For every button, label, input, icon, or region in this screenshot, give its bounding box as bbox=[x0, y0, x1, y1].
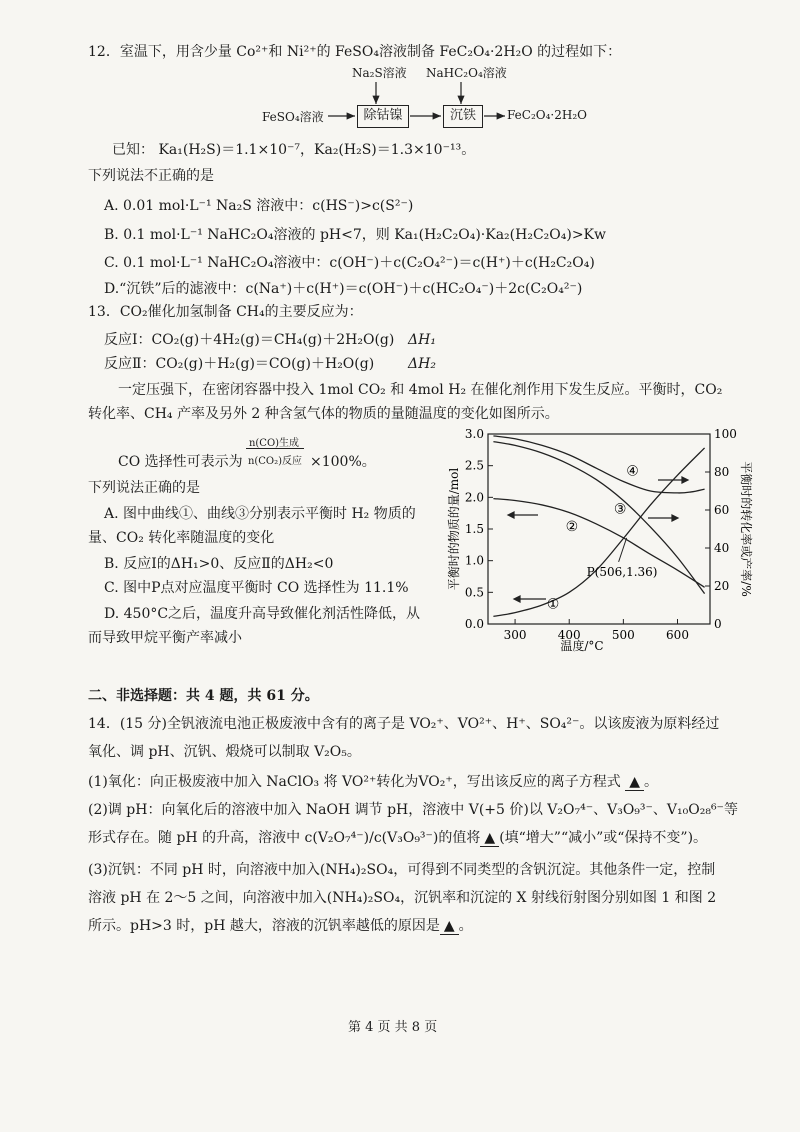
answer-blank-2[interactable]: ▲ bbox=[480, 830, 499, 847]
y-tick-label: 0.0 bbox=[464, 617, 484, 631]
y-tick-label: 1.0 bbox=[464, 553, 484, 568]
q13-selectivity-prefix: CO 选择性可表示为 bbox=[118, 454, 243, 470]
q14-part1-period: 。 bbox=[643, 774, 658, 790]
curve-label: ③ bbox=[613, 501, 627, 518]
q12-stem: 12．室温下，用含少量 Co²⁺和 Ni²⁺的 FeSO₄溶液制备 FeC₂O₄·2H₂O 的过程如下： bbox=[88, 44, 622, 60]
y-axis-label: 平衡时的物质的量/mol bbox=[447, 467, 461, 591]
flow-start: FeSO₄溶液 bbox=[262, 110, 324, 124]
q13-option-b: B. 反应Ⅰ的ΔH₁>0、反应Ⅱ的ΔH₂<0 bbox=[104, 556, 334, 572]
equilibrium-chart bbox=[420, 418, 753, 658]
q13-option-d-line2: 而导致甲烷平衡产率减小 bbox=[88, 630, 242, 646]
y-tick-label: 1.5 bbox=[464, 522, 484, 536]
q14-line2: 氧化、调 pH、沉钒、煅烧可以制取 V₂O₅。 bbox=[88, 744, 361, 760]
q12-ask: 下列说法不正确的是 bbox=[88, 168, 214, 184]
answer-blank-3[interactable]: ▲ bbox=[440, 918, 459, 935]
x-tick-label: 500 bbox=[611, 628, 635, 642]
x-tick-label: 400 bbox=[557, 628, 581, 642]
section2-heading: 二、非选择题：共 4 题，共 61 分。 bbox=[88, 688, 319, 704]
point-p-label: P(506,1.36) bbox=[586, 564, 658, 579]
q12-option-c: C. 0.1 mol·L⁻¹ NaHC₂O₄溶液中：c(OH⁻)＋c(C₂O₄²⁻)＝c(H⁺)＋c(H₂C₂O₄) bbox=[104, 255, 595, 271]
q13-option-d-line1: D. 450°C之后，温度升高导致催化剂活性降低，从 bbox=[104, 606, 421, 622]
q13-dh2: ΔH₂ bbox=[408, 356, 436, 372]
curve-label: ① bbox=[546, 596, 560, 613]
series-group bbox=[493, 436, 704, 617]
q14-part2-line1: (2)调 pH：向氧化后的溶液中加入 NaOH 调节 pH，溶液中 V(+5 价)以 V₂O₇⁴⁻、V₃O₉³⁻、V₁₀O₂₈⁶⁻等 bbox=[88, 802, 738, 818]
q14-part3-period: 。 bbox=[458, 918, 473, 934]
q14-part3-line2: 溶液 pH 在 2～5 之间，向溶液中加入(NH₄)₂SO₄，沉钒率和沉淀的 X 射线衍射图分别如图 1 和图 2 bbox=[88, 890, 717, 906]
flow-step2-box: 沉铁 bbox=[443, 105, 483, 128]
q13-stem: 13．CO₂催化加氢制备 CH₄的主要反应为： bbox=[88, 304, 363, 320]
q13-option-a-line1: A. 图中曲线①、曲线③分别表示平衡时 H₂ 物质的 bbox=[104, 506, 416, 522]
q13-reaction2: 反应Ⅱ：CO₂(g)＋H₂(g)＝CO(g)＋H₂O(g) bbox=[104, 356, 375, 372]
page-footer: 第 4 页 共 8 页 bbox=[348, 1020, 438, 1035]
q12-option-a: A. 0.01 mol·L⁻¹ Na₂S 溶液中：c(HS⁻)>c(S²⁻) bbox=[104, 198, 414, 214]
y2-tick-label: 60 bbox=[714, 503, 730, 517]
series-curve-1 bbox=[493, 448, 704, 616]
q14-part3-line3 bbox=[88, 916, 473, 936]
q13-selectivity-numerator: n(CO)生成 bbox=[248, 438, 300, 449]
q14-line1: 14．(15 分)全钒液流电池正极废液中含有的离子是 VO₂⁺、VO²⁺、H⁺、SO₄²⁻。以该废液为原料经过 bbox=[88, 716, 720, 732]
q14-part3-line1: (3)沉钒：不同 pH 时，向溶液中加入(NH₄)₂SO₄，可得到不同类型的含钒沉淀。其他条件一定，控制 bbox=[88, 862, 716, 878]
q13-option-c: C. 图中P点对应温度平衡时 CO 选择性为 11.1% bbox=[104, 580, 409, 596]
x-tick-label: 300 bbox=[503, 628, 527, 642]
y-tick-label: 2.0 bbox=[464, 490, 484, 505]
q12-known: 已知： Ka₁(H₂S)＝1.1×10⁻⁷，Ka₂(H₂S)＝1.3×10⁻¹³。 bbox=[112, 142, 476, 158]
curve-label: ④ bbox=[626, 463, 639, 480]
flow-reagent2: NaHC₂O₄溶液 bbox=[426, 66, 507, 80]
y2-axis-label: 平衡时的转化率或产率/% bbox=[739, 461, 753, 597]
flow-product: FeC₂O₄·2H₂O bbox=[507, 108, 587, 122]
q13-para1: 一定压强下，在密闭容器中投入 1mol CO₂ 和 4mol H₂ 在催化剂作用下发生反应。平衡时，CO₂ bbox=[118, 382, 723, 398]
q14-part3-text: 所示。pH>3 时，pH 越大，溶液的沉钒率越低的原因是 bbox=[88, 918, 440, 934]
point-p-leader bbox=[619, 538, 627, 562]
q14-part1-text: (1)氧化：向正极废液中加入 NaClO₃ 将 VO²⁺转化为VO₂⁺，写出该反应的离子方程式 bbox=[88, 774, 621, 790]
y2-tick-label: 20 bbox=[714, 579, 730, 593]
y2-tick-label: 40 bbox=[714, 541, 730, 555]
q13-option-a-line2: 量、CO₂ 转化率随温度的变化 bbox=[88, 530, 275, 546]
x-axis-label: 温度/°C bbox=[560, 639, 604, 653]
curve-label: ② bbox=[565, 518, 579, 535]
q12-option-b: B. 0.1 mol·L⁻¹ NaHC₂O₄溶液的 pH<7，则 Ka₁(H₂C₂O₄)·Ka₂(H₂C₂O₄)>Kw bbox=[104, 227, 606, 243]
q14-part2-tail: (填“增大”“减小”或“保持不变”)。 bbox=[499, 830, 708, 846]
q13-selectivity-denominator: n(CO₂)反应 bbox=[247, 456, 303, 467]
x-tick-label: 600 bbox=[666, 628, 689, 642]
q13-ask: 下列说法正确的是 bbox=[88, 480, 200, 496]
y2-tick-label: 80 bbox=[714, 465, 730, 479]
q13-selectivity-suffix: ×100%。 bbox=[310, 454, 376, 470]
q13-reaction1: 反应Ⅰ：CO₂(g)＋4H₂(g)＝CH₄(g)＋2H₂O(g) bbox=[104, 332, 395, 348]
plot-frame bbox=[488, 434, 710, 624]
y2-tick-label: 100 bbox=[714, 427, 737, 441]
annotations-group bbox=[547, 464, 658, 613]
y-tick-label: 0.5 bbox=[464, 585, 484, 600]
y-tick-label: 2.5 bbox=[464, 458, 484, 473]
q13-fraction-bar bbox=[246, 448, 304, 449]
q14-part2-line2 bbox=[88, 828, 707, 848]
q14-part1 bbox=[88, 772, 658, 792]
q13-para2: 转化率、CH₄ 产率及另外 2 种含氢气体的物质的量随温度的变化如图所示。 bbox=[88, 406, 559, 422]
y2-tick-label: 0 bbox=[714, 617, 722, 631]
answer-blank-1[interactable]: ▲ bbox=[625, 774, 644, 791]
flow-step1-box: 除钴镍 bbox=[357, 105, 409, 128]
q13-dh1: ΔH₁ bbox=[408, 332, 436, 348]
flow-reagent1: Na₂S溶液 bbox=[352, 66, 407, 80]
left-axis-ticks bbox=[465, 427, 493, 631]
axis-pointer-arrows bbox=[508, 477, 688, 602]
series-curve-4 bbox=[493, 436, 704, 493]
q12-option-d: D.“沉铁”后的滤液中：c(Na⁺)＋c(H⁺)＝c(OH⁻)＋c(HC₂O₄⁻)＋2c(C₂O₄²⁻) bbox=[104, 281, 583, 297]
y-tick-label: 3.0 bbox=[464, 427, 484, 441]
q14-part2-text: 形式存在。随 pH 的升高，溶液中 c(V₂O₇⁴⁻)/c(V₃O₉³⁻)的值将 bbox=[88, 830, 481, 846]
